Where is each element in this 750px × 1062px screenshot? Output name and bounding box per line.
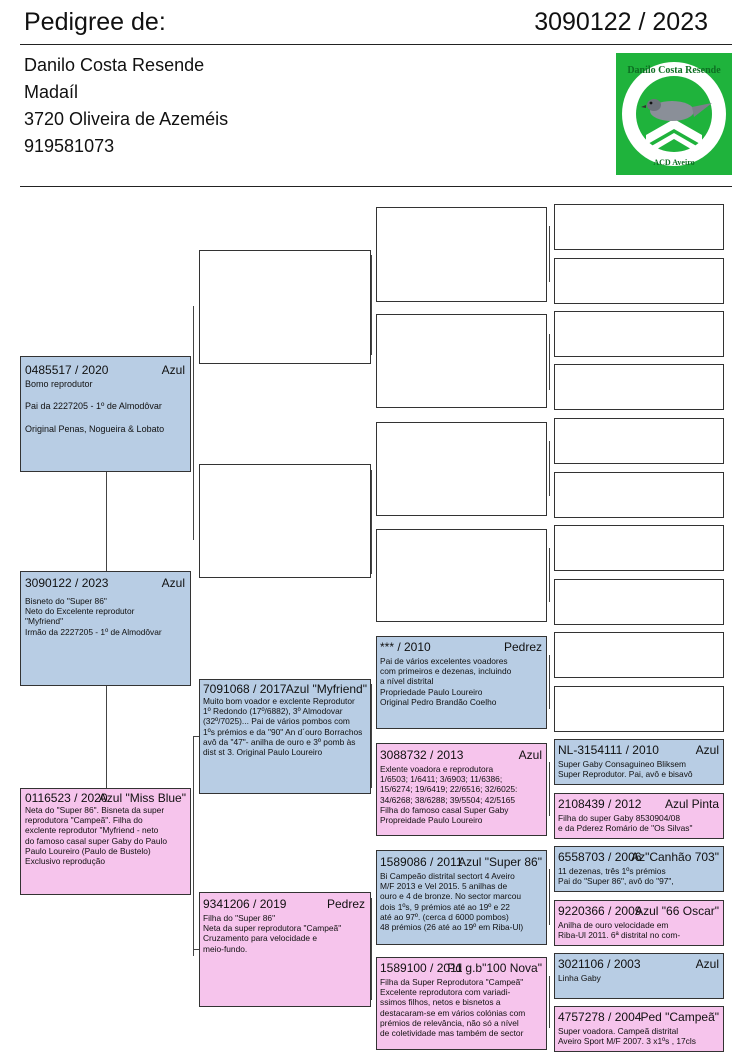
gen3-empty-card-2[interactable] bbox=[376, 314, 547, 408]
ddd-sire-description: Linha Gaby bbox=[558, 973, 601, 983]
connector bbox=[549, 655, 550, 709]
ds-dam-color: Azul bbox=[518, 748, 542, 762]
connector bbox=[549, 441, 550, 496]
ds-dam-description: Exlente voadora e reprodutora 1/6503; 1/6411; 3/6903; 11/6386; 15/6274; 19/6419; 22/6516; 32/6025: 34/6268; 38/6288; 39/5504; 42/5165 Filha do famoso casal Super Gaby Propreidade Paulo Loureiro bbox=[380, 764, 518, 826]
logo-text-bottom: ACD Aveiro bbox=[653, 158, 695, 167]
header-divider bbox=[20, 44, 732, 45]
ds-dam-ring: 3088732 / 2013 bbox=[380, 748, 464, 762]
dsd-sire-ring: NL-3154111 / 2010 bbox=[558, 743, 659, 757]
owner-place: Madaíl bbox=[24, 82, 79, 102]
connector bbox=[371, 898, 372, 1000]
subject-card[interactable] bbox=[20, 571, 191, 686]
connector bbox=[193, 306, 194, 540]
dsd-dam-description: Filha do super Gaby 8530904/08 e da Pderez Romário de "Os Silvas" bbox=[558, 813, 693, 834]
subject-description: Bisneto do "Super 86" Neto do Excelente reprodutor "Myfriend" Irmão da 2227205 - 1º de Almodôvar bbox=[25, 596, 162, 637]
ddd-dam-card[interactable] bbox=[554, 1006, 724, 1052]
sire-dam-card[interactable] bbox=[199, 464, 371, 578]
subject-ring: 3090122 / 2023 bbox=[25, 576, 109, 590]
club-logo bbox=[616, 53, 732, 175]
ddd-sire-color: Azul bbox=[695, 957, 719, 971]
dd-dam-card[interactable] bbox=[376, 957, 547, 1050]
connector bbox=[193, 736, 194, 956]
dam-sire-description: Muito bom voador e exclente Reprodutor 1º Redondo (17º/6882), 3º Almodovar (32º/7025)... Pai de vários pombos com 1ºs prémios e da "90" An d´ouro Borrachos avô da "47"- anilha de ouro e 3º pomb às dist st 3. Original Paulo Loureiro bbox=[203, 696, 363, 758]
gen4-empty-card-10[interactable] bbox=[554, 686, 724, 732]
sire-card[interactable] bbox=[20, 356, 191, 472]
gen4-empty-card-3[interactable] bbox=[554, 311, 724, 357]
owner-phone: 919581073 bbox=[24, 136, 115, 156]
gen4-empty-card-8[interactable] bbox=[554, 579, 724, 625]
dds-sire-description: 11 dezenas, três 1ºs prémios Pai do "Super 86", avô do "97", bbox=[558, 866, 674, 887]
page-title: Pedigree de: bbox=[24, 8, 166, 36]
connector bbox=[371, 470, 372, 574]
dam-description: Neta do "Super 86". Bisneta da super reprodutora "Campeã". Filha do exclente reprodutor "Myfriend - neto do famoso casal super Gaby do Paulo Paulo Loureiro (Paulo de Bustelo) Exclusivo reprodução bbox=[25, 805, 167, 867]
owner-address: 3720 Oliveira de Azeméis bbox=[24, 109, 229, 129]
dds-dam-color: Azul "66 Oscar" bbox=[635, 904, 719, 918]
gen4-empty-card-5[interactable] bbox=[554, 418, 724, 464]
ds-sire-description: Pai de vários excelentes voadores com primeiros e dezenas, incluindo a nível distrital Propriedade Paulo Loureiro Original Pedro Brandão Coelho bbox=[380, 656, 512, 707]
dds-sire-card[interactable] bbox=[554, 846, 724, 892]
gen4-empty-card-1[interactable] bbox=[554, 204, 724, 250]
ds-dam-card[interactable] bbox=[376, 743, 547, 836]
dsd-sire-color: Azul bbox=[695, 743, 719, 757]
connector bbox=[549, 762, 550, 816]
dds-dam-card[interactable] bbox=[554, 900, 724, 946]
gen4-empty-card-4[interactable] bbox=[554, 364, 724, 410]
pedigree-ring-number: 3090122 / 2023 bbox=[534, 8, 708, 36]
dd-sire-description: Bi Campeão distrital sectort 4 Aveiro M/F 2013 e Vel 2015. 5 anilhas de ouro e 4 de bronze. No sector marcou dois 1ºs, 9 prémios até ao 19º e 22 até ao 97º. (cerca d 6000 pombos) 48 prémios (26 até ao 19º em Riba-Ul) bbox=[380, 871, 524, 933]
connector bbox=[106, 686, 107, 788]
sire-color: Azul bbox=[161, 363, 185, 377]
ds-sire-ring: *** / 2010 bbox=[380, 640, 431, 654]
dsd-dam-card[interactable] bbox=[554, 793, 724, 839]
ds-sire-color: Pedrez bbox=[503, 640, 542, 654]
logo-text-top: Danilo Costa Resende bbox=[627, 65, 721, 76]
dds-sire-color: Az"Canhão 703" bbox=[631, 850, 719, 864]
gen3-empty-card-4[interactable] bbox=[376, 529, 547, 622]
owner-name: Danilo Costa Resende bbox=[24, 55, 205, 75]
dam-card[interactable] bbox=[20, 788, 191, 895]
ddd-sire-card[interactable] bbox=[554, 953, 724, 999]
dam-dam-color: Pedrez bbox=[326, 897, 365, 911]
connector bbox=[549, 976, 550, 1028]
connector bbox=[371, 684, 372, 788]
connector bbox=[549, 334, 550, 390]
ds-sire-card[interactable] bbox=[376, 636, 547, 729]
dam-sire-card[interactable] bbox=[199, 679, 371, 794]
connector bbox=[106, 472, 107, 571]
connector bbox=[549, 548, 550, 602]
connector bbox=[549, 226, 550, 282]
dd-sire-card[interactable] bbox=[376, 850, 547, 945]
dsd-dam-color: Azul Pinta bbox=[664, 797, 719, 811]
connector bbox=[549, 869, 550, 925]
dam-dam-description: Filha do "Super 86" Neta da super reprodutora "Campeã" Cruzamento para velocidade e meio-fundo. bbox=[203, 913, 342, 954]
dam-dam-ring: 9341206 / 2019 bbox=[203, 897, 287, 911]
gen3-empty-card-1[interactable] bbox=[376, 207, 547, 302]
ddd-sire-ring: 3021106 / 2003 bbox=[558, 957, 641, 971]
dds-sire-ring: 6558703 / 2006 bbox=[558, 850, 642, 864]
dam-sire-ring: 7091068 / 2017 bbox=[203, 682, 287, 696]
dam-color: Azul "Miss Blue" bbox=[98, 791, 186, 805]
dd-dam-description: Filha da Super Reprodutora "Campeã" Excelente reprodutora com variadi- ssimos filhos, netos e bisnetos a destacaram-se em vários colónias com prémios de relevância, não só a nível de coletividade mas também de sector bbox=[380, 977, 526, 1039]
dam-dam-card[interactable] bbox=[199, 892, 371, 1007]
gen4-empty-card-9[interactable] bbox=[554, 632, 724, 678]
sire-ring: 0485517 / 2020 bbox=[25, 363, 109, 377]
owner-divider bbox=[20, 186, 732, 187]
ddd-dam-color: Ped "Campeã" bbox=[640, 1010, 719, 1024]
ddd-dam-description: Super voadora. Campeã distrital Aveiro Sport M/F 2007. 3 x1ºs , 17cls bbox=[558, 1026, 696, 1047]
sire-description: Bomo reprodutor Pai da 2227205 - 1º de Almodôvar Original Penas, Nogueira & Lobato bbox=[25, 379, 165, 434]
dd-sire-color: Azul "Super 86" bbox=[458, 855, 542, 869]
gen4-empty-card-2[interactable] bbox=[554, 258, 724, 304]
dsd-dam-ring: 2108439 / 2012 bbox=[558, 797, 642, 811]
dam-sire-color: Azul "Myfriend" bbox=[285, 682, 367, 696]
dds-dam-description: Anilha de ouro velocidade em Riba-Ul 2011. 6ª distrital no com- bbox=[558, 920, 681, 941]
ddd-dam-ring: 4757278 / 2004 bbox=[558, 1010, 642, 1024]
dd-dam-ring: 1589100 / 2011 bbox=[380, 961, 463, 975]
dds-dam-ring: 9220366 / 2009 bbox=[558, 904, 642, 918]
dd-sire-ring: 1589086 / 2011 bbox=[380, 855, 463, 869]
dsd-sire-card[interactable] bbox=[554, 739, 724, 785]
gen4-empty-card-7[interactable] bbox=[554, 525, 724, 571]
gen4-empty-card-6[interactable] bbox=[554, 472, 724, 518]
connector bbox=[371, 255, 372, 355]
gen3-empty-card-3[interactable] bbox=[376, 422, 547, 516]
sire-sire-card[interactable] bbox=[199, 250, 371, 364]
subject-color: Azul bbox=[161, 576, 185, 590]
dam-ring: 0116523 / 2020 bbox=[25, 791, 108, 805]
dd-dam-color: Pd g.b"100 Nova" bbox=[447, 961, 542, 975]
dsd-sire-description: Super Gaby Consaguineo Bliksem Super Reprodutor. Pai, avô e bisavô bbox=[558, 759, 693, 780]
